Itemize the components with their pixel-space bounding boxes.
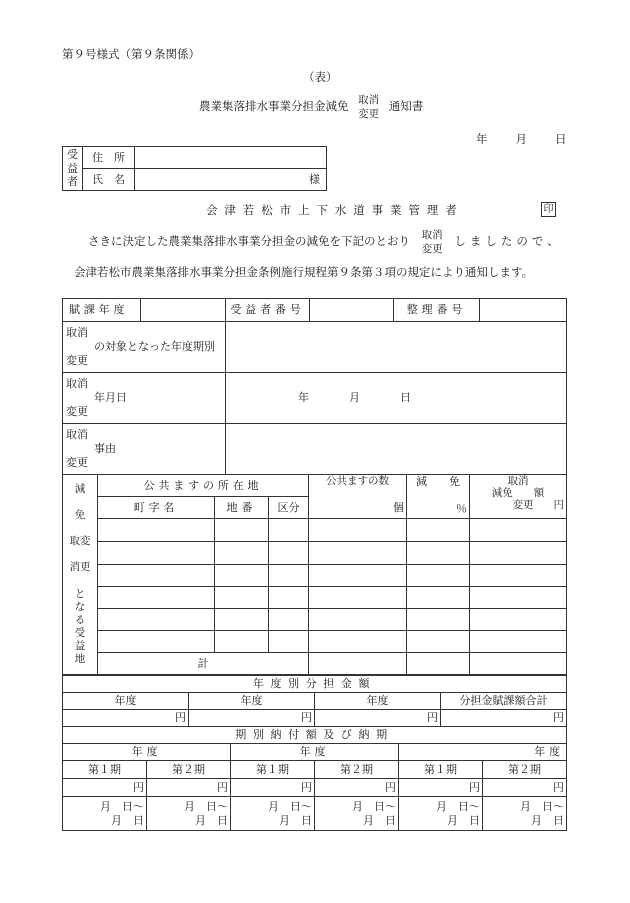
decision-date-text: 年月日 — [94, 391, 127, 405]
amount-option-change: 変更 — [512, 499, 534, 512]
year-amount-2[interactable] — [189, 710, 315, 727]
due-to: 月 日 — [195, 813, 228, 827]
target-period-option-change: 変更 — [66, 353, 88, 367]
due-period[interactable] — [483, 797, 567, 831]
due-period[interactable] — [231, 797, 315, 831]
period-2-label: 第２期 — [147, 761, 231, 779]
period-amount[interactable] — [147, 779, 231, 797]
annual-amount-header: 年度別分担金額 — [63, 676, 567, 693]
beneficiary-box — [62, 146, 327, 191]
target-period-text: の対象となった年度期別 — [94, 340, 215, 354]
beneficiary-number-label: 受益者番号 — [226, 299, 310, 322]
name-label: 氏 名 — [83, 169, 135, 191]
yen-unit: 円 — [427, 711, 438, 725]
reason-option-cancel: 取消 — [66, 428, 88, 442]
schedule-year-label: 年度 — [131, 745, 162, 759]
amount-unit: 円 — [553, 499, 564, 512]
yen-unit: 円 — [133, 780, 144, 794]
body-line-1-pre: さきに決定した農業集落排水事業分担金の減免を下記のとおり — [88, 234, 410, 248]
count-header-cell — [309, 475, 407, 519]
land-row[interactable] — [63, 587, 567, 609]
year-label-1: 年度 — [63, 693, 189, 710]
payment-table — [62, 675, 567, 831]
body-line-1-post: しましたので、 — [454, 234, 563, 248]
land-row[interactable] — [63, 519, 567, 542]
title-option-cancel: 取消 — [358, 93, 380, 106]
title-option-change: 変更 — [358, 108, 380, 120]
decision-date-month: 月 — [349, 391, 360, 405]
title-option-stack — [358, 93, 379, 121]
info-table — [62, 298, 567, 475]
yen-unit: 円 — [553, 780, 564, 794]
due-to: 月 日 — [447, 813, 480, 827]
schedule-year-label: 年度 — [299, 745, 330, 759]
category-header: 区分 — [269, 497, 309, 519]
year-label-3: 年度 — [315, 693, 441, 710]
due-to: 月 日 — [531, 813, 564, 827]
period-amount[interactable] — [399, 779, 483, 797]
body-option-change: 変更 — [421, 243, 443, 255]
decision-date-day: 日 — [400, 391, 411, 405]
due-period[interactable] — [147, 797, 231, 831]
issuer-seal — [541, 201, 556, 217]
period-1-label: 第１期 — [63, 761, 147, 779]
due-from: 月 日～ — [268, 799, 312, 813]
issue-date — [476, 131, 567, 147]
decision-date-value[interactable] — [226, 373, 567, 424]
decision-date-option-cancel: 取消 — [66, 377, 88, 391]
town-header: 町字名 — [98, 497, 215, 519]
schedule-header: 期別納付額及び納期 — [63, 727, 567, 744]
total-reduction[interactable] — [407, 653, 470, 675]
seal-icon: 印 — [541, 202, 556, 217]
name-field[interactable] — [135, 169, 327, 191]
issuer-name: 会津若松市上下水道事業管理者 — [206, 203, 464, 217]
beneficiary-group-label: 受 益 者 — [63, 147, 83, 191]
due-from: 月 日～ — [352, 799, 396, 813]
yen-unit: 円 — [301, 711, 312, 725]
title-tail: 通知書 — [388, 99, 424, 113]
due-period[interactable] — [63, 797, 147, 831]
yen-unit: 円 — [553, 711, 564, 725]
land-row[interactable] — [63, 565, 567, 587]
decision-date-option-change: 変更 — [66, 404, 88, 418]
reduction-unit: ％ — [456, 501, 468, 515]
year-amount-3[interactable] — [315, 710, 441, 727]
title-main: 農業集落排水事業分担金減免 — [199, 99, 349, 113]
target-period-option-cancel: 取消 — [66, 326, 88, 340]
count-unit: 個 — [393, 501, 405, 515]
document-title — [199, 91, 423, 121]
due-to: 月 日 — [279, 813, 312, 827]
due-from: 月 日～ — [184, 799, 228, 813]
period-1-label: 第１期 — [231, 761, 315, 779]
total-assessment-amount[interactable] — [441, 710, 567, 727]
total-count[interactable] — [309, 653, 407, 675]
issue-date-day: 日 — [555, 132, 567, 146]
due-from: 月 日～ — [520, 799, 564, 813]
land-row[interactable] — [63, 631, 567, 653]
issue-date-year: 年 — [476, 132, 488, 146]
total-amount[interactable] — [470, 653, 567, 675]
reason-value[interactable] — [226, 424, 567, 475]
beneficiary-number-value[interactable] — [310, 299, 394, 322]
due-from: 月 日～ — [436, 799, 480, 813]
due-to: 月 日 — [111, 813, 144, 827]
reason-label — [63, 424, 226, 475]
body-line-2: 会津若松市農業集落排水事業分担金条例施行規程第９条第３項の規定により通知します。 — [74, 265, 534, 279]
schedule-year-3 — [399, 744, 567, 761]
fiscal-year-value[interactable] — [141, 299, 226, 322]
address-field[interactable] — [135, 147, 327, 169]
land-table — [62, 474, 567, 675]
year-label-2: 年度 — [189, 693, 315, 710]
total-label: 計 — [98, 653, 309, 675]
yen-unit: 円 — [301, 780, 312, 794]
yen-unit: 円 — [217, 780, 228, 794]
reason-text: 事由 — [94, 442, 116, 456]
amount-option-cancel: 取消 — [507, 475, 529, 487]
amount-header-cell — [470, 475, 567, 519]
schedule-year-label: 年度 — [534, 745, 564, 759]
due-from: 月 日～ — [100, 799, 144, 813]
reduction-header: 減 免 — [416, 475, 461, 488]
decision-date-label — [63, 373, 226, 424]
reference-number-label: 整理番号 — [394, 299, 480, 322]
body-option-stack — [422, 228, 443, 256]
period-1-label: 第１期 — [399, 761, 483, 779]
reason-option-change: 変更 — [66, 455, 88, 469]
land-side-label: 減 免 取変 消更 と な る 受 益 地 — [63, 475, 98, 675]
decision-date-year: 年 — [298, 391, 309, 405]
period-amount[interactable] — [483, 779, 567, 797]
period-amount[interactable] — [231, 779, 315, 797]
yen-unit: 円 — [385, 780, 396, 794]
year-amount-1[interactable] — [63, 710, 189, 727]
yen-unit: 円 — [469, 780, 480, 794]
due-period[interactable] — [315, 797, 399, 831]
schedule-year-2 — [231, 744, 399, 761]
issue-date-month: 月 — [515, 132, 527, 146]
period-amount[interactable] — [63, 779, 147, 797]
target-period-label — [63, 322, 226, 373]
form-number: 第９号様式（第９条関係） — [62, 47, 200, 61]
address-label: 住 所 — [83, 147, 135, 169]
reduction-header-cell — [407, 475, 470, 519]
total-assessment-label: 分担金賦課額合計 — [441, 693, 567, 710]
amount-header: 減免 額 — [491, 487, 545, 500]
lot-header: 地番 — [215, 497, 269, 519]
period-2-label: 第２期 — [315, 761, 399, 779]
location-header: 公共ますの所在地 — [98, 475, 309, 497]
period-2-label: 第２期 — [483, 761, 567, 779]
land-row[interactable] — [63, 609, 567, 631]
due-to: 月 日 — [363, 813, 396, 827]
land-row[interactable] — [63, 542, 567, 565]
count-header: 公共ますの数 — [326, 475, 390, 487]
body-option-cancel: 取消 — [421, 228, 443, 241]
schedule-year-1 — [63, 744, 231, 761]
body-line-1 — [88, 225, 563, 257]
yen-unit: 円 — [175, 711, 186, 725]
due-period[interactable] — [399, 797, 483, 831]
reference-number-value[interactable] — [480, 299, 567, 322]
target-period-value[interactable] — [226, 322, 567, 373]
form-side-label: （表） — [303, 70, 338, 84]
period-amount[interactable] — [315, 779, 399, 797]
fiscal-year-label: 賦課年度 — [63, 299, 141, 322]
honorific: 様 — [309, 172, 320, 186]
